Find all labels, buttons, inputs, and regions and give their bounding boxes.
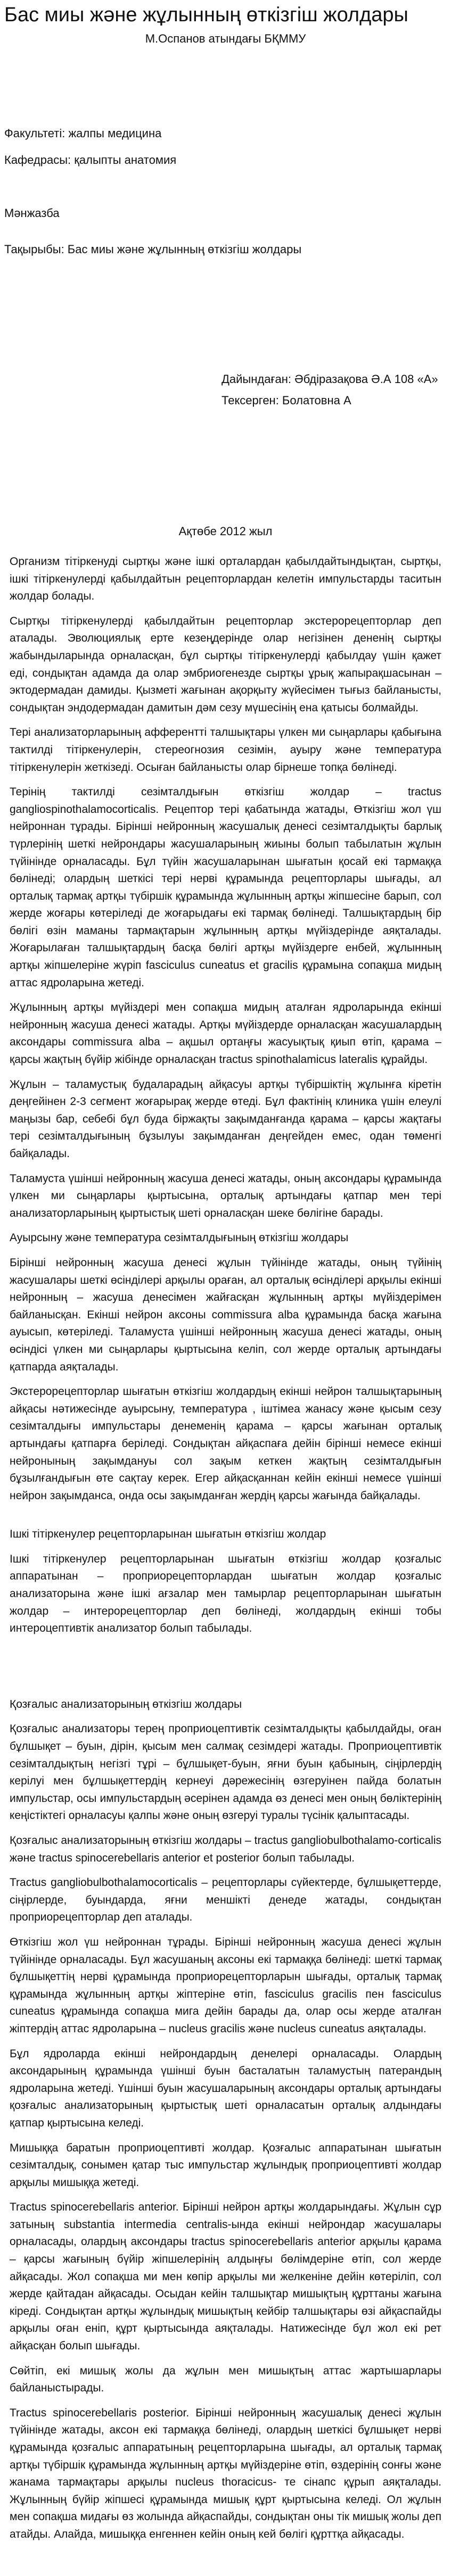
body-paragraph: Сөйтіп, екі мишық жолы да жұлын мен мишықтың аттас жартышарлары байланыстырады. (10, 2364, 441, 2395)
body-paragraph: Жұлынның артқы мүйіздері мен сопақша мидың аталған ядроларында екінші нейронның жасуша денесі жатады. Артқы мүйіздерде орналасқан жасушалардың аксондары commissura alba – ақшыл ортаңғы жасуықтық қиып өтіп, қарама – қарсы жақтың бүйір жібінде орналасқан tractus spinothalamicus lateralis құрайды. (10, 1001, 441, 1066)
document-body (10, 553, 441, 2551)
body-paragraph: Бұл ядроларда екінші нейрондардың денелері орналасады. Олардың аксондарының құрамында үшінші буын басталатын таламустың патерандың ядроларына жетеді. Үшінші буын жасушаларының аксондары орталық артындағы қозғалыс анализаторының қыртыстық шеті орналасатын орталық алдындағы қатпар қыртысына келеді. (10, 2047, 441, 2129)
checked-by: Тексерген: Болатовна А (222, 394, 351, 407)
body-paragraph: Сыртқы тітіркенулерді қабылдайтын рецепторлар экстерорецепторлар деп аталады. Эволюциялық ерте кезеңдерінде олар негізінен дененің сыртқы жабындыларында орналасқан, бұл сыртқы тітіркенулерді қабылдау үшін қажет еді, сондықтан адамда да олар эмбриогенезде сыртқы ұрық жапырақшасынан – эктодермадан дамиды. Қызметі жағынан ақорқыту жүйесімен тығыз байланысты, сондықтан эндодермадан дамитын дәм сезу мүшесінің ена қатысы болмайды. (10, 614, 441, 714)
date-place: Ақтөбе 2012 жыл (178, 525, 273, 538)
body-paragraph: Мишыққа баратын проприоцептивті жолдар. Қозғалыс аппаратынан шығатын сезімталдық, сонымен қатар тыс импульстар жұлындық проприоцептивті жолдар арқылы мишыққа жетеді. (10, 2141, 441, 2189)
body-paragraph: Таламуста үшінші нейронның жасуша денесі жатады, оның аксондары құрамында үлкен ми сыңарлары қыртысына, орталық артындағы қатпар мен тері анализаторларының қыртыстық шеті орналасқан шеке бөлігіне барады. (10, 1172, 441, 1219)
body-paragraph: Қозғалыс анализаторының өткізгіш жолдары – tractus gangliobulbothalamo-corticalis және tractus spinocerebellaris anterior et posterior болып табылады. (10, 1834, 441, 1864)
body-paragraph: Терінің тактилді сезімталдығын өткізгіш жолдар – tractus gangliospinothalamocorticalis. Рецептор тері қабатында жатады, Өткізгіш жол үш нейроннан тұрады. Бірінші нейронның жасушалық денесі сезімталдықты барлық түрлерінің шеткі нейрондары жасушаларының жиыны болып табылатын жұлын түйінінде орналасады. Бұл түйін жасушаларынан шығатын қосай екі тармаққа бөлінеді; олардың шеткісі тері нерві құрамында рецепторлары шығады, ал орталық тармақ артқы түбіршік құрамында жұлынның артқы жіпшесіне барып, сол жерде жоғары көтеріледі де жоғарыдағы екі тармақ бөлінеді. Талшықтардың бір бөлігі өзін маманы тармақтарын жұлынның артқы мүйіздерінде аяқталады. Жоғарылаған талшықтардың басқа бөлігі артқы мүйіздерге енбей, жұлынның артқы жіпшелеріне жүріп fasciculus cuneatus et gracilis құрамына сопақша мидың аттас ядроларына жетеді. (10, 786, 441, 989)
topic-line: Тақырыбы: Бас миы және жұлынның өткізгіш жолдары (4, 243, 302, 256)
body-paragraph: Бірінші нейронның жасуша денесі жұлын түйінінде жатады, оның түйінің жасушалары шеткі өсінділері арқылы ораған, ал орталық өсінділері арқылы екінші нейронның – жасуша денесімен жайғасқан жұлынның артқы мүйіздерімен байланысқан. Екінші нейрон аксоны commissura alba құрамында басқа жағына ауысып, көтеріледі. Таламуста үшінші нейронның жасуша денесі жатады, оның өсіндісі үлкен ми сыңарлары қыртысына келіп, сол жерде орталық артындағы қатпарда аяқталады. (10, 1256, 441, 1373)
faculty-line: Факультеті: жалпы медицина (4, 127, 162, 140)
genre-line: Мәнжазба (4, 206, 60, 220)
body-paragraph: Экстерорецепторлар шығатын өткізгіш жолдардың екінші нейрон талшықтарының айқасы нәтижесінде ауырсыну, температура , іштімеа жанасу және қысым сезу сезімталдығы импульстары денеменің қарама – қарсы жағынан орталық артындағы қатпарға беріледі. Сондықтан айқаспаға дейін бірінші немесе екінші нейронының зақымдануы сол зақым кеткен жақтың сезімталдығын бұзылғандығын өте сақтау керек. Егер айқасқаннан кейін екінші немесе үшінші нейрон зақымданса, онда осы зақымданған жердің қарсы жағында байқалады. (10, 1385, 441, 1502)
body-paragraph: Жұлын – таламустық будаларадың айқасуы артқы түбіршіктің жұлынға кіретін деңгейінен 2-3 сегмент жоғарырақ жерде өтеді. Бұл фактінің клиника үшін елеулі маңызы бар, себебі бұл буда біржақты зақымданғанда қарама – қарсы жақтағы тері сезімталдығының бұзылуы зақымданған деңгейден емес, одан төменгі байқалады. (10, 1078, 441, 1160)
document-title: Бас миы және жұлынның өткізгіш жолдары (4, 4, 408, 26)
body-paragraph: Ауырсыну және температура сезімталдығының өткізгіш жолдары (10, 1232, 349, 1244)
body-paragraph: Tractus spinocerebellaris posterior. Бірінші нейронның жасушалық денесі жұлын түйінінде жатады, аксон екі тармаққа бөлінеді, олардың шеткісі бұлшықет нерві құрамында қозғалыс аппаратының рецепторларына шығады, ал орталық тармақ артқы түбіршік құрамында жұлынның артқы мүйіздеріне өтіп, өздерінің сонғы және жанама тармақтары арқылы nucleus thoracicus- те сінапс құрып аяқталады. Жұлынның бүйір жіпшесі құрамында мишық құрт қыртысына келеді. Ол жұлын мен сопақша мидағы өз жолында айқаспайды, сондықтан оны тік мишық жолы деп атайды. Алайда, мишыққа енгеннен кейін оның кей бөлігі құрттқа айқасады. (10, 2406, 441, 2540)
body-paragraph: Қозғалыс анализаторы терең проприоцептивтік сезімталдықты қабылдайды, оған бұлшықет – буын, дірін, қысым мен салмақ сезімдері жатады. Проприоцептивтік сезімталдықтың негізгі тұрі – бұлшықет-буын, яғни буын қабының, сіңірлердің керілуі мен бұлшықеттердің кернеуі дәрежесінің өзгеруінен пайда болатын импульстар, осы импульстардың әсерінен адамда өз денесі мен оның бөліктерінің кеңістіктегі орналасуы қалпы және оның өзгеруі туралы түсінік қалыптасады. (10, 1723, 441, 1822)
body-paragraph: Tractus spinocerebellaris anterior. Бірінші нейрон артқы жолдарындағы. Жұлын сұр затының substantia intermedia centralis-ында екінші нейрондар жасушалары орналасады, олардың аксондары tractus spinocerebellaris anterior арқылы қарама – қарсы жағының бүйір жіпшелерінің алдыңғы бөлімдеріне өтіп, сол жерде айқасады. Жол сопақша ми мен көпір арқылы ми желкеніне дейін көтеріліп, сол жерде қайтадан айқасады. Осыдан кейін талшықтар мишықтың құрттаны жағына кіреді. Сондықтан артқы жұлындық мишықтың кейбір талшықтары өзі айқаспайды арқылы оған еніп, құрт қыртысында аяқталады. Натижесінде бұл жол екі рет айқасқан болып шығады. (10, 2201, 441, 2353)
department-line: Кафедрасы: қалыпты анатомия (4, 153, 177, 167)
section-heading: Ішкі тітіркенулер рецепторларынан шығатын өткізгіш жолдар (10, 1528, 326, 1541)
university-name: М.Оспанов атындағы БҚММУ (145, 32, 306, 45)
body-paragraph: Tractus gangliobulbothalamocorticalis – рецепторлары сүйектерде, бұлшықеттерде, сіңірлерде, буындарда, яғни меншікті денеде жатады, сондықтан проприорецепторлар деп аталады. (10, 1876, 441, 1924)
section-heading: Қозғалыс анализаторының өткізгіш жолдары (10, 1698, 242, 1710)
prepared-by: Дайындаған: Әбдіразақова Ә.А 108 «А» (222, 372, 438, 386)
body-paragraph: Организм тітіркенуді сыртқы және ішкі орталардан қабылдайтындықтан, сыртқы, ішкі тітіркенулерді қабылдайтын рецепторлардан келетін импульстарды таситын жолдар болады. (10, 555, 441, 603)
body-paragraph: Өткізгіш жол үш нейроннан тұрады. Бірінші нейронның жасуша денесі жұлын түйінінде орналасады. Бұл жасушаның аксоны екі тармаққа бөлінеді: шеткі тармақ бұлшықеттің нерві құрамында проприорецепторларын шығады, орталық тармақ құрамында жұлынның артқы жіптеріне өтіп, fasciculus gracilis пен fasciculus cuneatus құрамында сопақша мига дейін барады да, олар осы жерде аталған жіптердің аттас ядроларына – nucleus gracilis және nucleus cuneatus аяқталады. (10, 1935, 441, 2035)
body-paragraph: Тері анализаторларының афферентті талшықтары үлкен ми сыңарлары қабығына тактилді тітіркенулерін, стереогнозия сезімін, ауыру және температура тітіркенулерін жеткізеді. Осыған байланысты олар бірнеше топқа бөлінеді. (10, 726, 441, 774)
body-paragraph: Ішкі тітіркенулер рецепторларынан шығатын өткізгіш жолдар қозғалыс аппаратынан – проприорецепторлардан шығатын жолдар қозғалыс анализаторына және ішкі ағзалар мен тамырлар рецепторларынан шығатын жолдар – интерорецепторлар деп бөлінеді, жолдардың екінші тобы интероцептивтік анализатор болып табылады. (10, 1552, 441, 1635)
